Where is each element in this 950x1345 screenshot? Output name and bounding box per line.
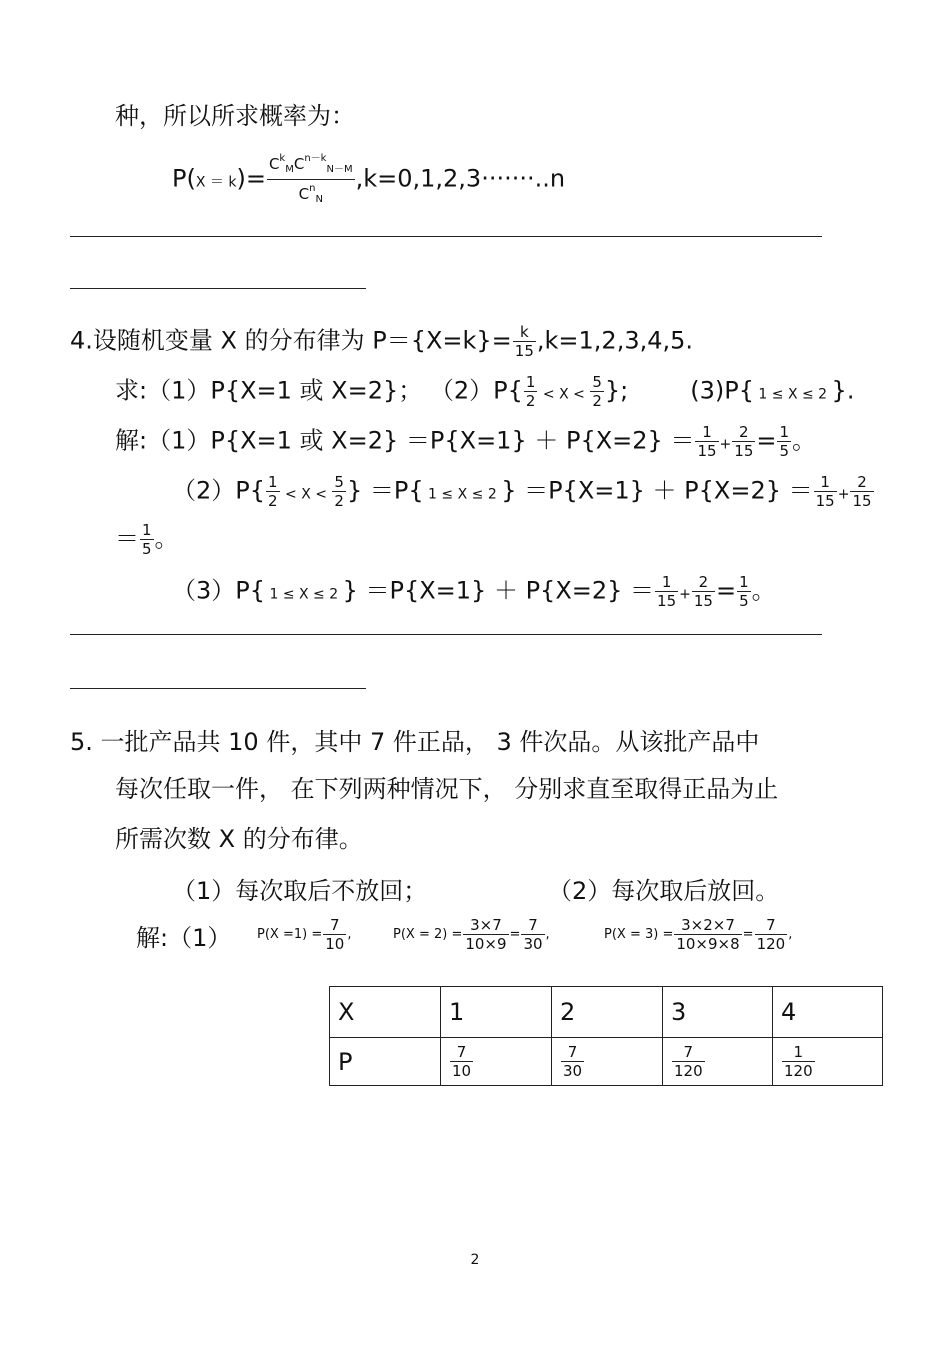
frac-num: 1 [739, 573, 749, 591]
header-text: 种，所以所求概率为： [115, 102, 355, 130]
s2-eq: ＝ [115, 524, 139, 553]
plus: + [837, 486, 850, 503]
frac-den: 2 [334, 492, 344, 510]
p3-formula [604, 916, 792, 953]
frac-num: 7 [323, 916, 346, 935]
frac-num: 3×2×7 [674, 916, 741, 935]
s3-frac-b [692, 573, 715, 610]
table-cell-p1 [441, 1038, 552, 1086]
frac-den: 10×9 [465, 935, 507, 953]
problem5-line1: 5. 一批产品共 10 件，其中 7 件正品， 3 件次品。从该批产品中 [70, 728, 760, 756]
frac-num: 5 [592, 373, 602, 391]
hypergeo-den-c: C [298, 185, 310, 203]
table-row-p [330, 1038, 883, 1086]
q-part3: (3)P{ [690, 376, 754, 405]
hypergeo-c2: C [293, 155, 305, 173]
s2-frac-a [814, 473, 837, 510]
prob-frac [561, 1043, 584, 1080]
hypergeo-fraction [267, 150, 355, 209]
s1-frac-a [695, 423, 718, 460]
problem4-stmt-text: 4.设随机变量 X 的分布律为 P＝{X=k}= [70, 326, 512, 355]
frac-num: 3×7 [463, 916, 508, 935]
s3-range: 1 ≤ X ≤ 2 [265, 586, 343, 603]
comma: , [545, 927, 550, 942]
hypergeo-lhs-open: P( [172, 164, 196, 193]
frac-den: 15 [734, 442, 754, 460]
period: 。 [154, 524, 179, 553]
frac-den: 15 [657, 592, 677, 610]
frac-num: 1 [525, 373, 536, 391]
frac-den: 10 [452, 1062, 472, 1080]
frac-den: 120 [756, 935, 786, 953]
table-cell-x1: 1 [441, 987, 552, 1038]
q-frac-five-half [590, 373, 604, 410]
q-end: }. [831, 376, 855, 405]
comma: , [347, 927, 352, 942]
frac-den: 10 [325, 935, 345, 953]
q-range: 1 ≤ X ≤ 2 [753, 386, 832, 403]
table-cell-p3 [663, 1038, 773, 1086]
separator-rule-short [70, 688, 366, 689]
frac-num: 7 [521, 916, 544, 935]
frac-den: 2 [268, 492, 278, 510]
frac-num: 1 [655, 573, 678, 592]
table-row-x [330, 987, 883, 1038]
problem5-case2: （2）每次取后放回。 [548, 877, 780, 905]
frac-den: 15 [852, 492, 872, 510]
separator-rule-short [70, 288, 366, 289]
problem5-line3: 所需次数 X 的分布律。 [115, 825, 363, 853]
p1-lhs: P(X =1) = [257, 927, 323, 942]
s2-tail: } ＝P{X=1} ＋ P{X=2} ＝ [501, 476, 813, 505]
equals: = [715, 576, 737, 605]
frac-den: 120 [674, 1062, 703, 1080]
frac-num: 2 [850, 473, 873, 492]
s1-frac-b [732, 423, 755, 460]
problem4-stmt-tail: ,k=1,2,3,4,5. [536, 326, 694, 355]
s2-range: 1 ≤ X ≤ 2 [423, 486, 502, 503]
q-inequality: < X < [538, 386, 590, 403]
problem4-solution2 [172, 473, 875, 510]
frac-num: 7 [561, 1043, 584, 1062]
frac-den: 30 [563, 1062, 583, 1080]
s2-inequality: < X < [280, 486, 332, 503]
frac-num: k [513, 323, 536, 342]
frac-den: 10×9×8 [676, 935, 740, 953]
frac-num: 1 [782, 1043, 815, 1062]
hypergeo-lhs-var: X ＝ k [195, 174, 237, 191]
frac-den: 5 [739, 592, 749, 610]
frac-num: 1 [814, 473, 837, 492]
p2-frac [463, 916, 508, 953]
table-cell-p2 [552, 1038, 663, 1086]
s1-text: 解:（1）P{X=1 或 X=2} ＝P{X=1} ＋ P{X=2} ＝ [115, 426, 695, 455]
frac-den: 15 [693, 592, 713, 610]
hypergeo-c1-sup: k [279, 153, 286, 164]
frac-den: 5 [779, 442, 790, 460]
hypergeo-den-sup: n [309, 183, 316, 194]
s2-frac-result [140, 521, 154, 558]
plus: + [679, 586, 691, 603]
page-number: 2 [470, 1252, 480, 1268]
s2-text: （2）P{ [172, 476, 266, 505]
problem5-line2: 每次任取一件， 在下列两种情况下， 分别求直至取得正品为止 [115, 775, 779, 803]
table-header-p: P [330, 1038, 441, 1086]
hypergeo-tail: ,k=0,1,2,3·······..n [355, 164, 566, 193]
frac-num: 7 [672, 1043, 705, 1062]
p1-formula [257, 916, 351, 953]
frac-den: 2 [592, 392, 602, 410]
s3-frac-c [737, 573, 751, 610]
hypergeo-c1: C [268, 155, 280, 173]
problem4-statement [70, 323, 693, 360]
frac-num: 1 [695, 423, 718, 442]
hypergeo-c1-sub: M [285, 164, 294, 175]
equals: = [742, 927, 754, 942]
s2-mid: } ＝P{ [346, 476, 424, 505]
separator-rule [70, 236, 822, 237]
prob-frac [782, 1043, 815, 1080]
frac-den: 15 [815, 492, 835, 510]
comma: , [788, 927, 793, 942]
p1-frac [323, 916, 346, 953]
p2-frac-result [521, 916, 544, 953]
period: 。 [751, 576, 776, 605]
equals: = [509, 927, 521, 942]
frac-den: 30 [523, 935, 543, 953]
table-cell-x4: 4 [773, 987, 883, 1038]
hypergeo-c2-sup: n－k [304, 153, 327, 164]
problem4-solution1 [115, 423, 816, 460]
problem4-solution3 [172, 573, 776, 610]
period: 。 [792, 426, 817, 455]
plus: + [719, 436, 732, 453]
hypergeo-den-sub: N [315, 194, 323, 205]
equals: = [756, 426, 777, 455]
table-cell-p4 [773, 1038, 883, 1086]
frac-num: 5 [334, 473, 344, 491]
s2-frac-five-half [332, 473, 346, 510]
table-cell-x2: 2 [552, 987, 663, 1038]
separator-rule [70, 634, 822, 635]
hypergeo-formula [172, 150, 565, 209]
hypergeo-lhs-close: )= [236, 164, 266, 193]
problem4-stmt-fraction [513, 323, 536, 360]
s1-frac-c [777, 423, 791, 460]
problem4-solution2-cont [115, 521, 179, 558]
frac-num: 1 [779, 423, 790, 441]
prob-frac [672, 1043, 705, 1080]
s3-tail: } ＝P{X=1} ＋ P{X=2} ＝ [342, 576, 655, 605]
frac-num: 1 [268, 473, 278, 491]
q-frac-half [524, 373, 538, 410]
p2-formula [393, 916, 550, 953]
p3-frac-result [755, 916, 788, 953]
s2-frac-half [266, 473, 280, 510]
p3-lhs: P(X = 3) = [604, 927, 674, 942]
frac-den: 2 [525, 392, 536, 410]
distribution-table [329, 986, 883, 1086]
p2-lhs: P(X = 2) = [393, 927, 463, 942]
hypergeo-c2-sub: N－M [326, 164, 353, 175]
frac-den: 120 [784, 1062, 813, 1080]
frac-den: 15 [697, 442, 717, 460]
frac-num: 2 [692, 573, 715, 592]
frac-den: 15 [514, 342, 534, 360]
prob-frac [450, 1043, 473, 1080]
frac-num: 7 [450, 1043, 473, 1062]
frac-den: 5 [142, 540, 152, 558]
problem5-case1: （1）每次取后不放回； [172, 877, 428, 905]
p3-frac [674, 916, 741, 953]
problem4-q-text: 求:（1）P{X=1 或 X=2}； （2）P{ [115, 376, 523, 405]
s3-frac-a [655, 573, 678, 610]
s2-frac-b [850, 473, 873, 510]
frac-num: 7 [755, 916, 788, 935]
problem4-question [115, 373, 854, 410]
q-close: }; [604, 376, 629, 405]
table-cell-x3: 3 [663, 987, 773, 1038]
frac-num: 1 [142, 521, 152, 539]
table-header-x: X [330, 987, 441, 1038]
frac-num: 2 [732, 423, 755, 442]
problem5-solution-label: 解:（1） [136, 924, 232, 952]
s3-text: （3）P{ [172, 576, 266, 605]
